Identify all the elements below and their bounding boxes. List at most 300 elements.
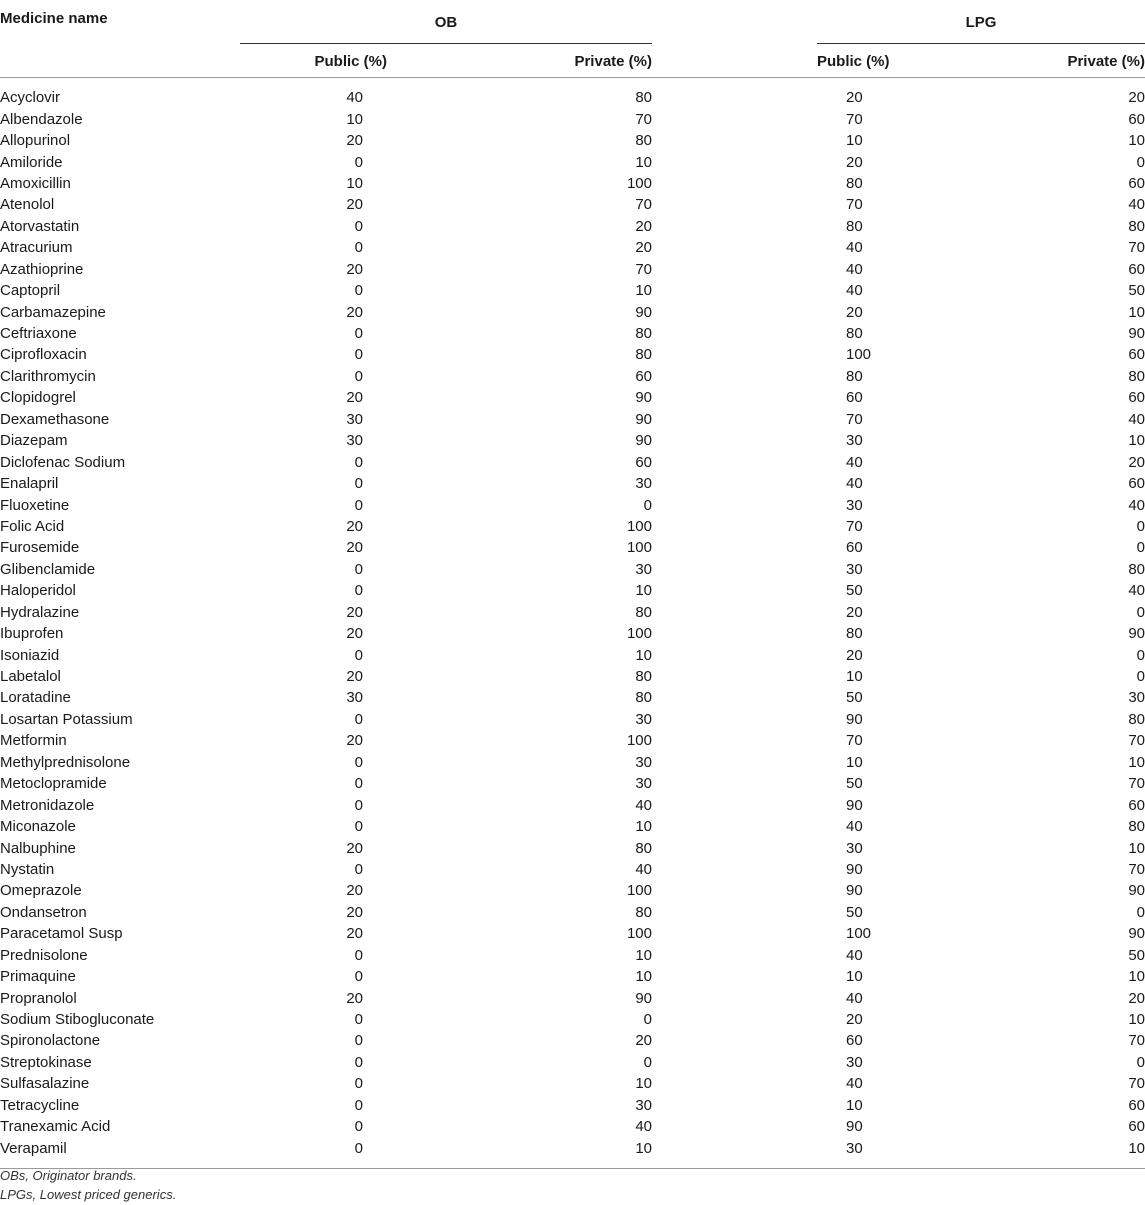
- ob-public-cell: 0: [354, 153, 363, 171]
- table-row: [0, 794, 1145, 815]
- lpg-public-cell: 80: [846, 325, 863, 343]
- medicine-name-cell: Streptokinase: [0, 1053, 92, 1071]
- lpg-public-cell: 70: [846, 196, 863, 214]
- table-row: [0, 409, 1145, 430]
- ob-private-cell: 100: [626, 625, 652, 643]
- gap-cell: [652, 1095, 817, 1116]
- medicine-name-cell: Fluoxetine: [0, 496, 70, 514]
- header-row-subcolumns: [0, 45, 1145, 78]
- lpg-private-cell: 90: [1128, 925, 1145, 943]
- spacer-cell: [0, 78, 1145, 88]
- lpg-private-cell: 20: [1128, 89, 1145, 107]
- medicine-name-cell: Atenolol: [0, 196, 55, 214]
- lpg-private-cell: 0: [1136, 539, 1145, 557]
- lpg-public-cell: 20: [846, 303, 863, 321]
- gap-cell: [652, 859, 817, 880]
- gap-cell: [652, 473, 817, 494]
- table-row: [0, 87, 1145, 108]
- lpg-private-cell: 60: [1128, 346, 1145, 364]
- ob-public-cell: 0: [354, 775, 363, 793]
- ob-public-cell: 0: [354, 860, 363, 878]
- lpg-private-cell: 60: [1128, 1118, 1145, 1136]
- ob-public-cell: 0: [354, 753, 363, 771]
- lpg-private-cell: 10: [1128, 753, 1145, 771]
- header-empty-cell: [0, 45, 240, 78]
- ob-public-cell: 0: [354, 1075, 363, 1093]
- ob-public-header: Public (%): [314, 52, 387, 70]
- lpg-public-cell: 20: [846, 646, 863, 664]
- ob-private-cell: 80: [635, 132, 652, 150]
- ob-private-cell: 80: [635, 903, 652, 921]
- lpg-private-cell: 60: [1128, 796, 1145, 814]
- ob-private-cell: 100: [626, 174, 652, 192]
- ob-public-cell: 20: [346, 389, 363, 407]
- gap-cell: [652, 259, 817, 280]
- lpg-group-header: [817, 0, 1145, 45]
- ob-public-cell: 0: [354, 560, 363, 578]
- ob-private-cell: 20: [635, 239, 652, 257]
- medicine-name-cell: Tranexamic Acid: [0, 1118, 111, 1136]
- gap-cell: [652, 1116, 817, 1137]
- lpg-public-cell: 70: [846, 410, 863, 428]
- ob-private-cell: 10: [635, 818, 652, 836]
- ob-public-cell: 30: [346, 410, 363, 428]
- table-body: [0, 78, 1145, 1169]
- medicine-name-cell: Paracetamol Susp: [0, 925, 123, 943]
- gap-cell: [652, 366, 817, 387]
- table-row: [0, 323, 1145, 344]
- ob-private-cell: 30: [635, 1096, 652, 1114]
- table-row: [0, 816, 1145, 837]
- gap-cell: [652, 1073, 817, 1094]
- ob-public-cell: 20: [346, 603, 363, 621]
- ob-private-cell: 60: [635, 367, 652, 385]
- ob-private-cell: 80: [635, 603, 652, 621]
- gap-cell: [652, 280, 817, 301]
- header-row-groups: [0, 0, 1145, 45]
- lpg-public-cell: 70: [846, 732, 863, 750]
- gap-cell: [652, 580, 817, 601]
- medicine-name-cell: Ciprofloxacin: [0, 346, 87, 364]
- lpg-public-cell: 20: [846, 603, 863, 621]
- ob-private-cell: 80: [635, 346, 652, 364]
- ob-public-cell: 0: [354, 646, 363, 664]
- table-row: [0, 880, 1145, 901]
- gap-cell: [652, 816, 817, 837]
- gap-cell: [652, 537, 817, 558]
- lpg-public-cell: 80: [846, 174, 863, 192]
- ob-public-cell: 20: [346, 989, 363, 1007]
- ob-public-cell: 20: [346, 882, 363, 900]
- medicine-name-cell: Atracurium: [0, 239, 73, 257]
- medicine-name-cell: Amiloride: [0, 153, 63, 171]
- ob-public-cell: 0: [354, 282, 363, 300]
- ob-public-cell: 0: [354, 796, 363, 814]
- ob-private-cell: 90: [635, 410, 652, 428]
- table-row: [0, 1095, 1145, 1116]
- ob-public-cell: 10: [346, 110, 363, 128]
- lpg-public-cell: 10: [846, 668, 863, 686]
- lpg-private-cell: 50: [1128, 282, 1145, 300]
- ob-public-cell: 0: [354, 946, 363, 964]
- lpg-private-header: Private (%): [1067, 52, 1145, 70]
- gap-cell: [652, 194, 817, 215]
- medicine-name-cell: Clarithromycin: [0, 367, 96, 385]
- lpg-private-cell: 70: [1128, 775, 1145, 793]
- ob-public-cell: 20: [346, 925, 363, 943]
- ob-private-cell: 80: [635, 89, 652, 107]
- medicine-name-cell: Hydralazine: [0, 603, 80, 621]
- table-row: [0, 494, 1145, 515]
- medicine-name-cell: Clopidogrel: [0, 389, 76, 407]
- lpg-private-cell: 10: [1128, 132, 1145, 150]
- lpg-public-cell: 30: [846, 432, 863, 450]
- lpg-private-cell: 70: [1128, 1075, 1145, 1093]
- lpg-public-cell: 30: [846, 560, 863, 578]
- lpg-public-cell: 40: [846, 475, 863, 493]
- ob-public-cell: 0: [354, 710, 363, 728]
- table-row: [0, 687, 1145, 708]
- medicine-name-cell: Metformin: [0, 732, 67, 750]
- ob-private-cell: 10: [635, 1075, 652, 1093]
- lpg-public-cell: 100: [846, 346, 872, 364]
- ob-private-cell: 20: [635, 217, 652, 235]
- table-row: [0, 259, 1145, 280]
- ob-private-cell: 10: [635, 946, 652, 964]
- ob-private-cell: 90: [635, 303, 652, 321]
- table-row: [0, 987, 1145, 1008]
- lpg-public-cell: 30: [846, 1139, 863, 1157]
- lpg-public-cell: 60: [846, 539, 863, 557]
- lpg-private-cell: 80: [1128, 560, 1145, 578]
- ob-private-cell: 70: [635, 260, 652, 278]
- lpg-public-cell: 30: [846, 496, 863, 514]
- medicine-name-cell: Allopurinol: [0, 132, 71, 150]
- lpg-private-cell: 0: [1136, 646, 1145, 664]
- lpg-group-label: LPG: [965, 14, 997, 31]
- ob-private-cell: 80: [635, 689, 652, 707]
- lpg-group-underline: [817, 43, 1145, 44]
- gap-cell: [652, 559, 817, 580]
- lpg-public-cell: 40: [846, 239, 863, 257]
- gap-cell: [652, 602, 817, 623]
- ob-private-cell: 10: [635, 1139, 652, 1157]
- ob-group-label: OB: [434, 14, 458, 31]
- gap-cell: [652, 151, 817, 172]
- lpg-private-cell: 0: [1136, 668, 1145, 686]
- medicine-name-cell: Sulfasalazine: [0, 1075, 90, 1093]
- lpg-private-cell: 60: [1128, 260, 1145, 278]
- lpg-private-cell: 10: [1128, 303, 1145, 321]
- gap-cell: [652, 730, 817, 751]
- lpg-private-cell: 10: [1128, 1011, 1145, 1029]
- medicine-name-cell: Losartan Potassium: [0, 710, 133, 728]
- gap-cell: [652, 709, 817, 730]
- footnote-lpg: LPGs, Lowest priced generics.: [0, 1187, 177, 1202]
- lpg-private-cell: 90: [1128, 882, 1145, 900]
- ob-public-cell: 20: [346, 839, 363, 857]
- gap-cell: [652, 387, 817, 408]
- ob-private-cell: 100: [626, 925, 652, 943]
- lpg-public-cell: 50: [846, 582, 863, 600]
- medicine-name-cell: Omeprazole: [0, 882, 82, 900]
- table-row: [0, 1116, 1145, 1137]
- lpg-private-cell: 10: [1128, 839, 1145, 857]
- gap-cell: [652, 794, 817, 815]
- lpg-private-cell: 50: [1128, 946, 1145, 964]
- ob-private-cell: 30: [635, 753, 652, 771]
- ob-private-cell: 10: [635, 582, 652, 600]
- lpg-private-cell: 80: [1128, 217, 1145, 235]
- gap-cell: [652, 1030, 817, 1051]
- gap-cell: [652, 494, 817, 515]
- lpg-public-cell: 30: [846, 1053, 863, 1071]
- gap-cell: [652, 87, 817, 108]
- lpg-public-cell: 30: [846, 839, 863, 857]
- ob-private-cell: 100: [626, 732, 652, 750]
- ob-private-cell: 10: [635, 646, 652, 664]
- lpg-private-cell: 0: [1136, 153, 1145, 171]
- lpg-private-cell: 40: [1128, 496, 1145, 514]
- ob-private-cell: 100: [626, 539, 652, 557]
- lpg-public-cell: 100: [846, 925, 872, 943]
- ob-public-cell: 20: [346, 303, 363, 321]
- ob-public-cell: 0: [354, 475, 363, 493]
- table-row: [0, 473, 1145, 494]
- medicine-name-cell: Captopril: [0, 282, 61, 300]
- ob-private-cell: 30: [635, 710, 652, 728]
- medicine-name-cell: Albendazole: [0, 110, 83, 128]
- table-row: [0, 151, 1145, 172]
- table-row: [0, 644, 1145, 665]
- ob-public-cell: 20: [346, 539, 363, 557]
- lpg-private-cell: 10: [1128, 432, 1145, 450]
- medicine-name-cell: Isoniazid: [0, 646, 60, 664]
- ob-private-cell: 70: [635, 196, 652, 214]
- ob-public-cell: 0: [354, 1139, 363, 1157]
- lpg-public-cell: 40: [846, 946, 863, 964]
- gap-cell: [652, 773, 817, 794]
- medicine-name-cell: Metronidazole: [0, 796, 95, 814]
- table-row: [0, 451, 1145, 472]
- medicine-name-cell: Ceftriaxone: [0, 325, 77, 343]
- lpg-public-cell: 60: [846, 389, 863, 407]
- ob-public-cell: 0: [354, 1118, 363, 1136]
- table-row: [0, 923, 1145, 944]
- table-row: [0, 580, 1145, 601]
- table-row: [0, 1030, 1145, 1051]
- ob-public-cell: 0: [354, 239, 363, 257]
- medicine-name-cell: Carbamazepine: [0, 303, 106, 321]
- ob-private-cell: 90: [635, 432, 652, 450]
- ob-public-cell: 30: [346, 689, 363, 707]
- table-row: [0, 1137, 1145, 1158]
- lpg-private-cell: 70: [1128, 860, 1145, 878]
- ob-private-cell: 40: [635, 860, 652, 878]
- lpg-public-cell: 90: [846, 882, 863, 900]
- ob-private-cell: 40: [635, 1118, 652, 1136]
- table-row: [0, 216, 1145, 237]
- lpg-public-cell: 80: [846, 625, 863, 643]
- ob-public-cell: 0: [354, 367, 363, 385]
- medicine-name-cell: Ibuprofen: [0, 625, 64, 643]
- lpg-public-cell: 20: [846, 1011, 863, 1029]
- lpg-private-cell: 0: [1136, 517, 1145, 535]
- ob-public-cell: 20: [346, 732, 363, 750]
- ob-public-cell: 0: [354, 968, 363, 986]
- ob-public-cell: 20: [346, 668, 363, 686]
- lpg-public-cell: 10: [846, 132, 863, 150]
- ob-public-cell: 0: [354, 325, 363, 343]
- gap-cell: [652, 623, 817, 644]
- medicine-name-cell: Haloperidol: [0, 582, 76, 600]
- ob-group-underline: [240, 43, 652, 44]
- lpg-private-cell: 80: [1128, 710, 1145, 728]
- ob-public-cell: 0: [354, 1032, 363, 1050]
- medicine-name-cell: Nalbuphine: [0, 839, 76, 857]
- ob-public-cell: 20: [346, 260, 363, 278]
- ob-private-header: Private (%): [574, 52, 652, 70]
- gap-cell: [652, 902, 817, 923]
- medicine-name-cell: Acyclovir: [0, 89, 61, 107]
- table-row: [0, 966, 1145, 987]
- lpg-private-cell: 40: [1128, 410, 1145, 428]
- lpg-public-cell: 50: [846, 689, 863, 707]
- gap-cell: [652, 301, 817, 322]
- ob-private-cell: 100: [626, 517, 652, 535]
- medicine-name-cell: Diclofenac Sodium: [0, 453, 126, 471]
- lpg-public-cell: 90: [846, 1118, 863, 1136]
- medicine-name-cell: Metoclopramide: [0, 775, 107, 793]
- table-row: [0, 559, 1145, 580]
- medicine-name-cell: Tetracycline: [0, 1096, 80, 1114]
- ob-public-cell: 20: [346, 625, 363, 643]
- medicine-name-cell: Glibenclamide: [0, 560, 96, 578]
- gap-cell: [652, 666, 817, 687]
- lpg-public-cell: 40: [846, 818, 863, 836]
- lpg-private-cell: 40: [1128, 582, 1145, 600]
- ob-public-cell: 0: [354, 582, 363, 600]
- lpg-public-cell: 80: [846, 367, 863, 385]
- table-row: [0, 280, 1145, 301]
- lpg-private-cell: 90: [1128, 325, 1145, 343]
- ob-public-cell: 0: [354, 217, 363, 235]
- ob-private-cell: 10: [635, 282, 652, 300]
- table-row: [0, 1009, 1145, 1030]
- lpg-private-cell: 0: [1136, 1053, 1145, 1071]
- medicine-name-cell: Ondansetron: [0, 903, 87, 921]
- lpg-private-cell: 60: [1128, 1096, 1145, 1114]
- footnotes: [0, 1166, 176, 1204]
- table-row: [0, 602, 1145, 623]
- gap-cell: [652, 130, 817, 151]
- medicine-name-cell: Diazepam: [0, 432, 68, 450]
- lpg-public-cell: 50: [846, 903, 863, 921]
- table-row: [0, 773, 1145, 794]
- gap-cell: [652, 237, 817, 258]
- ob-private-cell: 30: [635, 475, 652, 493]
- ob-private-cell: 90: [635, 989, 652, 1007]
- medicine-name-cell: Labetalol: [0, 668, 61, 686]
- ob-public-cell: 20: [346, 132, 363, 150]
- medicine-name-cell: Primaquine: [0, 968, 76, 986]
- medicine-name-cell: Folic Acid: [0, 517, 65, 535]
- lpg-public-cell: 40: [846, 989, 863, 1007]
- table-row: [0, 366, 1145, 387]
- gap-cell: [652, 644, 817, 665]
- table-row: [0, 108, 1145, 129]
- medicine-name-cell: Furosemide: [0, 539, 80, 557]
- medicine-name-cell: Miconazole: [0, 818, 76, 836]
- ob-private-cell: 70: [635, 110, 652, 128]
- gap-cell: [652, 516, 817, 537]
- ob-private-cell: 80: [635, 668, 652, 686]
- medicine-name-header: Medicine name: [0, 10, 108, 27]
- table-row: [0, 709, 1145, 730]
- gap-cell: [652, 1052, 817, 1073]
- ob-private-cell: 30: [635, 775, 652, 793]
- lpg-public-cell: 10: [846, 968, 863, 986]
- table-row: [0, 537, 1145, 558]
- gap-cell: [652, 173, 817, 194]
- table-row: [0, 430, 1145, 451]
- gap-cell: [652, 430, 817, 451]
- medicine-name-cell: Enalapril: [0, 475, 59, 493]
- medicine-name-cell: Dexamethasone: [0, 410, 110, 428]
- gap-cell: [652, 923, 817, 944]
- lpg-private-cell: 70: [1128, 732, 1145, 750]
- ob-private-cell: 40: [635, 796, 652, 814]
- lpg-private-cell: 60: [1128, 475, 1145, 493]
- lpg-public-cell: 90: [846, 860, 863, 878]
- ob-public-cell: 40: [346, 89, 363, 107]
- lpg-private-cell: 0: [1136, 603, 1145, 621]
- lpg-private-cell: 10: [1128, 968, 1145, 986]
- lpg-public-cell: 40: [846, 282, 863, 300]
- gap-cell: [652, 344, 817, 365]
- lpg-private-cell: 60: [1128, 110, 1145, 128]
- lpg-public-cell: 40: [846, 260, 863, 278]
- ob-private-cell: 80: [635, 325, 652, 343]
- table-header: [0, 0, 1145, 78]
- table-row: [0, 1073, 1145, 1094]
- lpg-private-cell: 20: [1128, 453, 1145, 471]
- ob-private-cell: 20: [635, 1032, 652, 1050]
- ob-public-cell: 0: [354, 496, 363, 514]
- lpg-public-header: Public (%): [817, 52, 890, 70]
- gap-cell: [652, 323, 817, 344]
- gap-cell: [652, 752, 817, 773]
- lpg-private-cell: 80: [1128, 818, 1145, 836]
- lpg-private-cell: 60: [1128, 389, 1145, 407]
- table-row: [0, 516, 1145, 537]
- lpg-public-cell: 10: [846, 1096, 863, 1114]
- lpg-public-cell: 90: [846, 710, 863, 728]
- ob-public-cell: 0: [354, 1096, 363, 1114]
- lpg-private-cell: 20: [1128, 989, 1145, 1007]
- ob-group-header: [240, 0, 652, 45]
- gap-cell: [652, 687, 817, 708]
- table-row: [0, 387, 1145, 408]
- ob-private-cell: 10: [635, 153, 652, 171]
- medicine-name-cell: Verapamil: [0, 1139, 67, 1157]
- header-gap: [652, 0, 817, 45]
- lpg-private-cell: 0: [1136, 903, 1145, 921]
- lpg-public-cell: 50: [846, 775, 863, 793]
- table-row: [0, 859, 1145, 880]
- lpg-private-cell: 30: [1128, 689, 1145, 707]
- medicine-name-cell: Spironolactone: [0, 1032, 101, 1050]
